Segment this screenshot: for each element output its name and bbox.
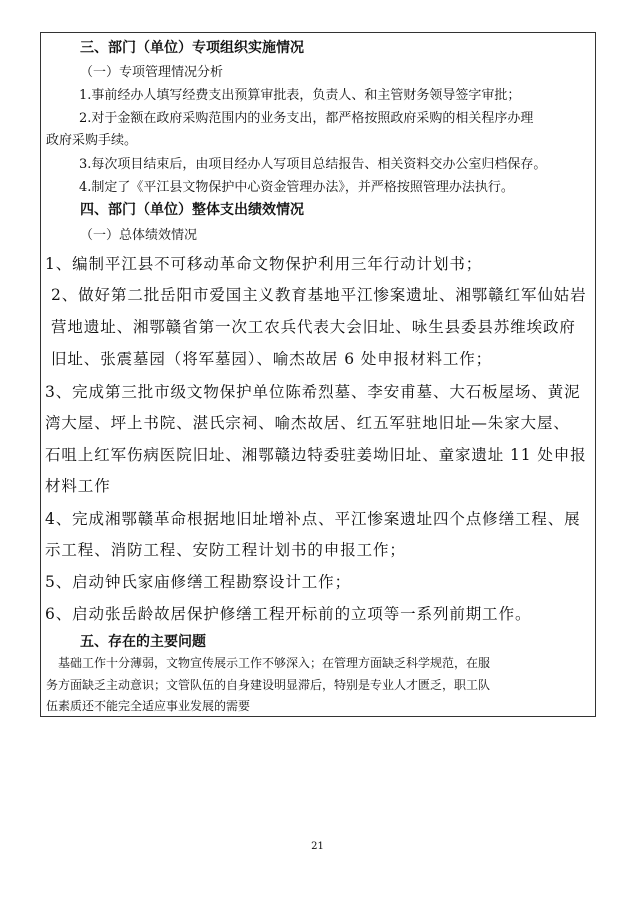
content-frame	[40, 32, 596, 717]
section5-heading: 五、存在的主要问题	[80, 634, 206, 650]
section4-p4-line2: 示工程、消防工程、安防工程计划书的申报工作；	[45, 541, 406, 559]
section4-p5: 5、启动钟氏家庙修缮工程勘察设计工作；	[45, 573, 351, 591]
section3-sub1: （一）专项管理情况分析	[80, 65, 224, 80]
section5-line3: 伍素质还不能完全适应事业发展的需要	[46, 699, 251, 713]
section3-item2-line2: 政府采购手续。	[46, 133, 138, 148]
section3-item3: 3.每次项目结束后，由项目经办人写项目总结报告、相关资料交办公室归档保存。	[79, 157, 547, 172]
section4-p3-line3: 石咀上红军伤病医院旧址、湘鄂赣边特委驻姜坳旧址、童家遗址 11 处申报	[45, 446, 587, 464]
section3-item1: 1.事前经办人填写经费支出预算审批表，负责人、和主管财务领导签字审批；	[79, 88, 521, 103]
section4-heading: 四、部门（单位）整体支出绩效情况	[80, 202, 304, 218]
section3-heading: 三、部门（单位）专项组织实施情况	[80, 40, 304, 56]
section4-p4-line1: 4、完成湘鄂赣革命根据地旧址增补点、平江惨案遗址四个点修缮工程、展	[45, 510, 581, 528]
section4-p2-line2: 营地遗址、湘鄂赣省第一次工农兵代表大会旧址、咏生县委县苏维埃政府	[51, 318, 576, 336]
section4-p2-line3: 旧址、张震墓园（将军墓园）、喻杰故居 6 处申报材料工作；	[51, 350, 493, 368]
section4-p1: 1、编制平江县不可移动革命文物保护利用三年行动计划书；	[45, 255, 483, 273]
page-number: 21	[311, 841, 324, 852]
section3-item2-line1: 2.对于金额在政府采购范围内的业务支出，都严格按照政府采购的相关程序办理	[79, 111, 534, 126]
section5-line1: 基础工作十分薄弱，文物宣传展示工作不够深入；在管理方面缺乏科学规范，在服	[58, 656, 491, 670]
section4-p6: 6、启动张岳龄故居保护修缮工程开标前的立项等一系列前期工作。	[45, 605, 532, 623]
section3-item4: 4.制定了《平江县文物保护中心资金管理办法》，并严格按照管理办法执行。	[79, 180, 514, 195]
section4-sub1: （一）总体绩效情况	[80, 228, 198, 243]
section4-p3-line2: 湾大屋、坪上书院、湛氏宗祠、喻杰故居、红五军驻地旧址—朱家大屋、	[45, 414, 570, 432]
section4-p2-line1: 2、做好第二批岳阳市爱国主义教育基地平江惨案遗址、湘鄂赣红军仙姑岩	[51, 286, 587, 304]
section4-p3-line4: 材料工作	[45, 477, 111, 495]
section4-p3-line1: 3、完成第三批市级文物保护单位陈希烈墓、李安甫墓、大石板屋场、黄泥	[45, 383, 581, 401]
section5-line2: 务方面缺乏主动意识；文管队伍的自身建设明显滞后，特别是专业人才匮乏，职工队	[46, 678, 491, 692]
